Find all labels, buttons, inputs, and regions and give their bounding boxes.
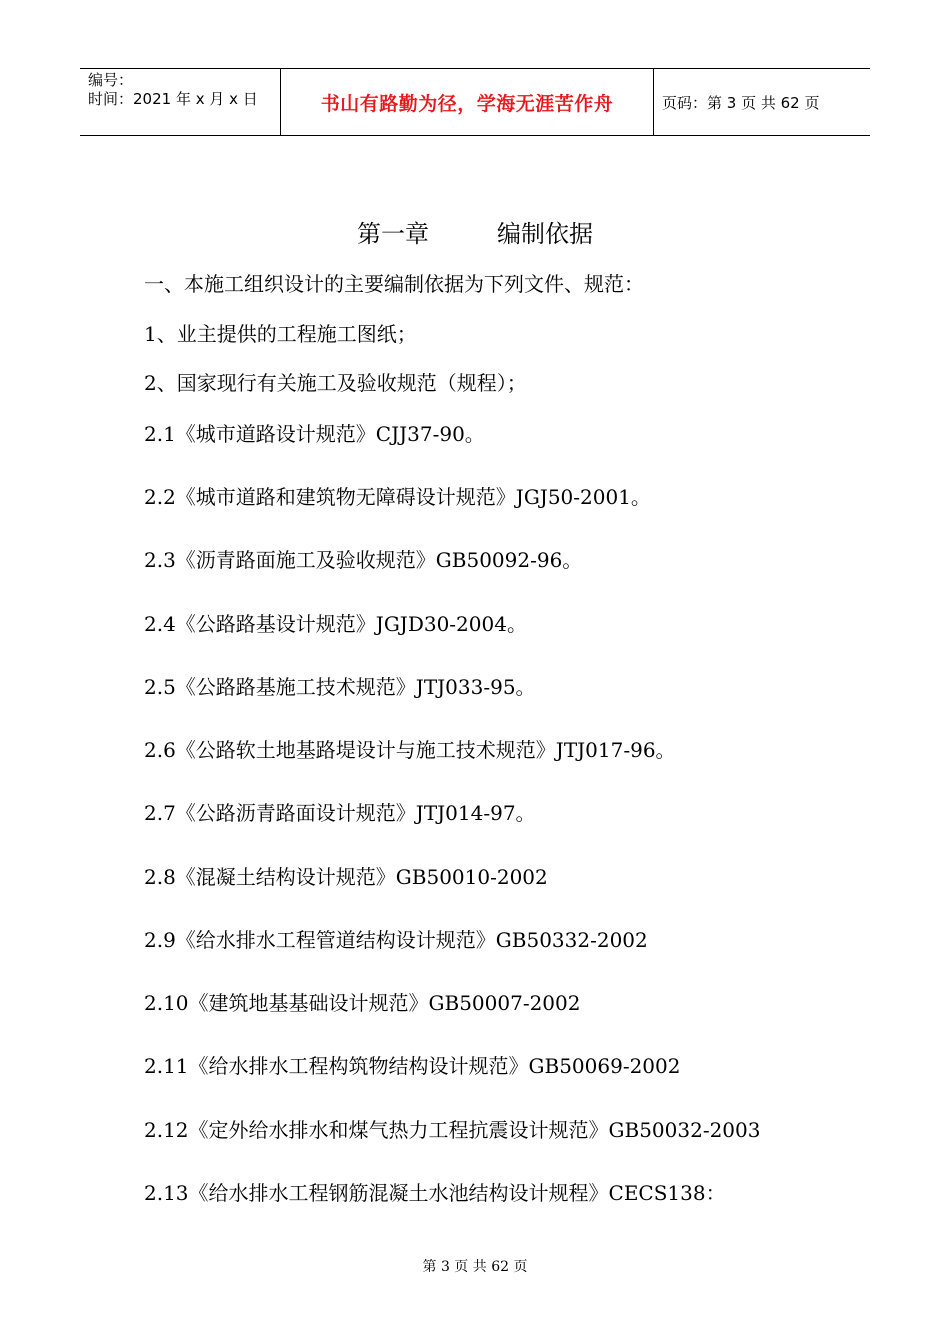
footer-page-number: 第 3 页 共 62 页: [422, 1259, 528, 1275]
body-line: 2.2《城市道路和建筑物无障碍设计规范》JGJ50-2001。: [144, 485, 651, 509]
body-line: 2.11《给水排水工程构筑物结构设计规范》GB50069-2002: [144, 1054, 681, 1078]
body-line: 2.3《沥青路面施工及验收规范》GB50092-96。: [144, 548, 583, 572]
page-header: [80, 68, 870, 136]
body-line: 2.5《公路路基施工技术规范》JTJ033-95。: [144, 675, 536, 699]
body-line: 2.7《公路沥青路面设计规范》JTJ014-97。: [144, 801, 536, 825]
chapter-number: 第一章: [357, 220, 429, 248]
chapter-heading: [0, 218, 950, 250]
header-motto-cell: [281, 69, 654, 135]
body-line: 2.6《公路软土地基路堤设计与施工技术规范》JTJ017-96。: [144, 738, 676, 762]
header-number-label: 编号：: [88, 71, 134, 89]
body-line: 2.8《混凝土结构设计规范》GB50010-2002: [144, 865, 548, 889]
header-meta: [80, 69, 281, 135]
body-line: 2.4《公路路基设计规范》JGJD30-2004。: [144, 612, 527, 636]
header-page-info-cell: [654, 69, 870, 135]
chapter-title: 编制依据: [497, 220, 593, 248]
page-footer: [0, 1256, 950, 1276]
header-motto: 书山有路勤为径，学海无涯苦作舟: [320, 92, 614, 115]
header-time-label: 时间：2021 年 x 月 x 日: [88, 90, 258, 108]
header-page-info: 页码：第 3 页 共 62 页: [662, 93, 820, 112]
body-line: 一、本施工组织设计的主要编制依据为下列文件、规范：: [144, 272, 644, 296]
body-line: 2.9《给水排水工程管道结构设计规范》GB50332-2002: [144, 928, 648, 952]
body-line: 1、业主提供的工程施工图纸；: [144, 322, 417, 346]
body-line: 2.10《建筑地基基础设计规范》GB50007-2002: [144, 991, 581, 1015]
body-line: 2.1《城市道路设计规范》CJJ37-90。: [144, 422, 485, 446]
body-line: 2.13《给水排水工程钢筋混凝土水池结构设计规程》CECS138：: [144, 1181, 726, 1205]
body-line: 2.12《定外给水排水和煤气热力工程抗震设计规范》GB50032-2003: [144, 1118, 761, 1142]
body-line: 2、国家现行有关施工及验收规范（规程）；: [144, 371, 527, 395]
